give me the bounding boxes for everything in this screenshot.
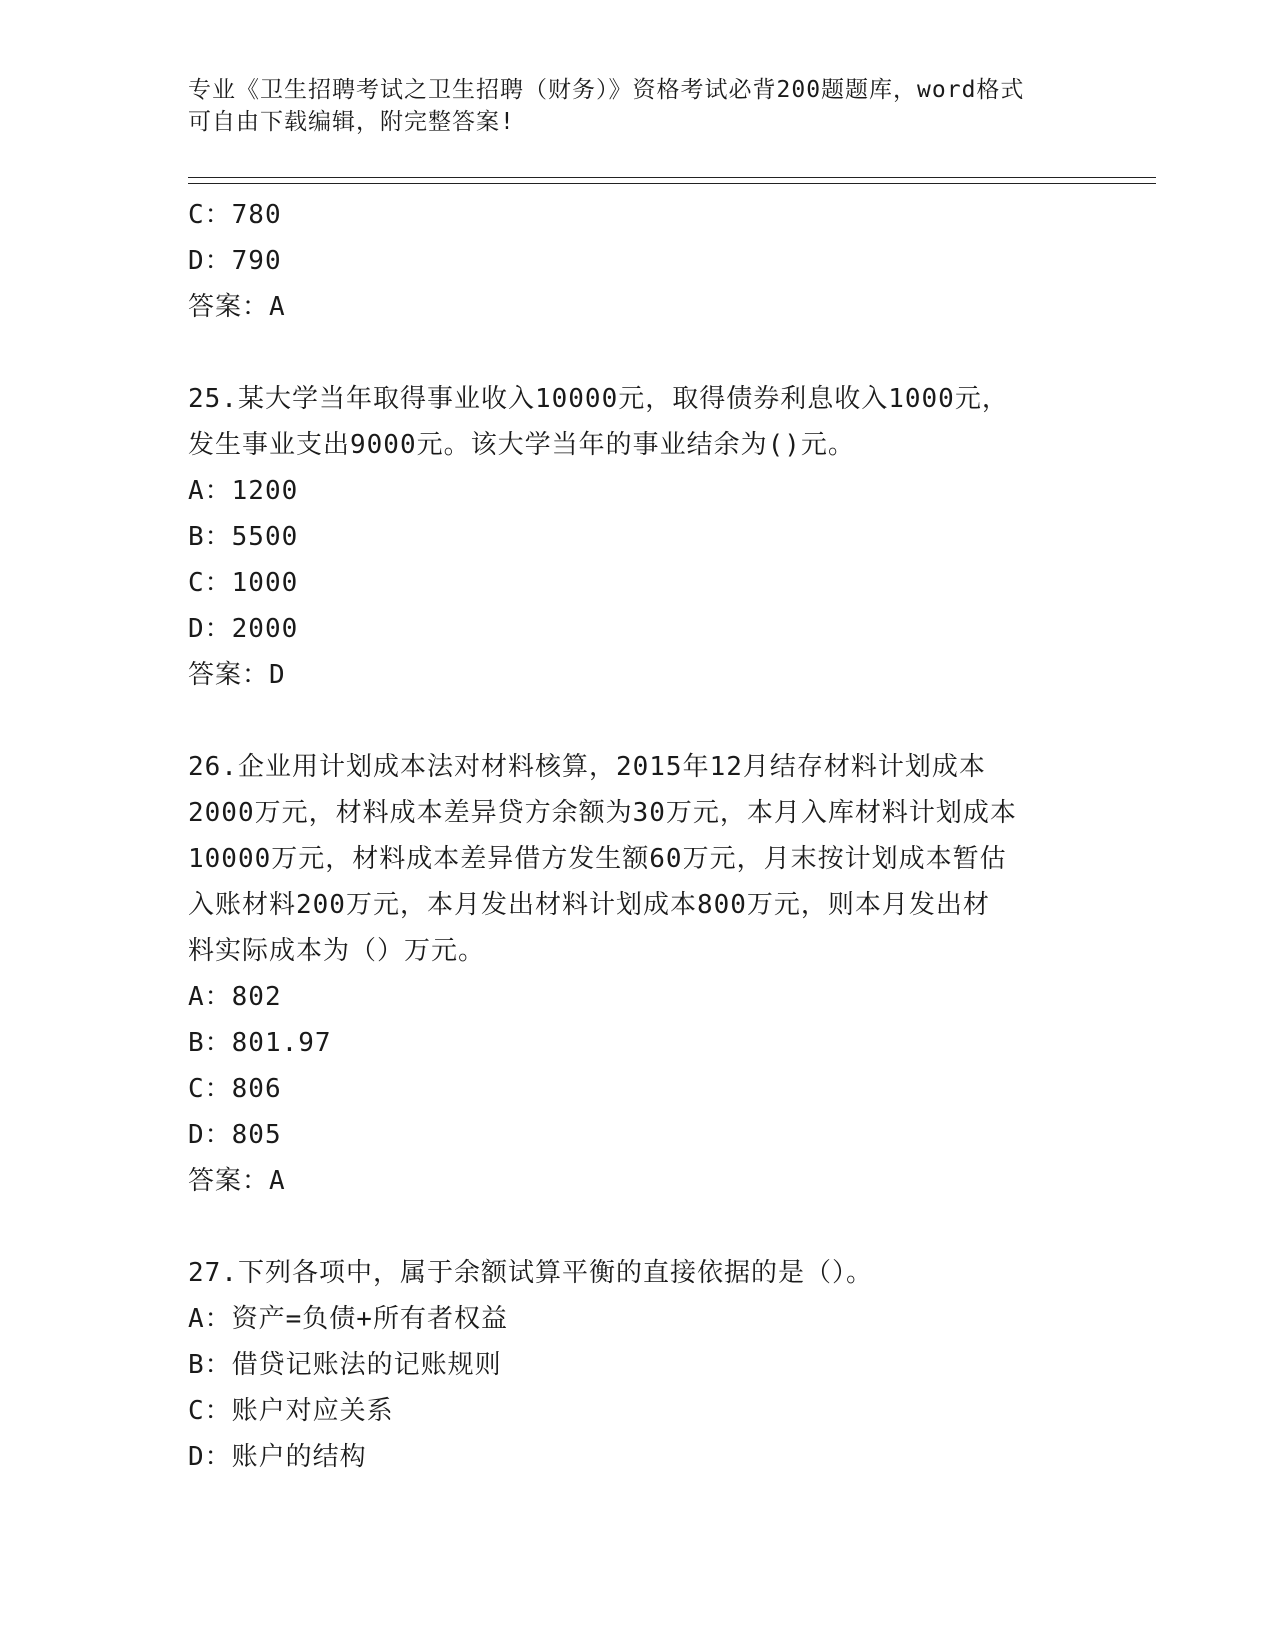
option-d: D：805 <box>188 1120 282 1150</box>
question-27 <box>188 1250 1088 1480</box>
spacer <box>188 698 1088 744</box>
header-title-line-1: 专业《卫生招聘考试之卫生招聘（财务）》资格考试必背200题题库，word格式 <box>188 77 1025 103</box>
option-c: C：账户对应关系 <box>188 1396 394 1426</box>
page-header <box>188 74 1088 138</box>
option-d: D：2000 <box>188 614 299 644</box>
question-text-line: 25.某大学当年取得事业收入10000元，取得债券利息收入1000元， <box>188 384 1009 414</box>
option-b: B：801.97 <box>188 1028 332 1058</box>
question-content <box>188 192 1088 1480</box>
header-title-line-2: 可自由下载编辑，附完整答案! <box>188 109 515 135</box>
option-a: A：1200 <box>188 476 299 506</box>
answer-label: 答案： <box>188 660 270 690</box>
answer-value: A <box>269 1166 286 1196</box>
option-c: C：780 <box>188 200 282 230</box>
spacer <box>188 1204 1088 1250</box>
question-24-tail <box>188 192 1088 330</box>
answer-line <box>188 284 1088 330</box>
question-25 <box>188 376 1088 698</box>
question-text-line: 27.下列各项中，属于余额试算平衡的直接依据的是（）。 <box>188 1258 873 1288</box>
option-a: A：资产=负债+所有者权益 <box>188 1304 508 1334</box>
question-text-line: 10000万元，材料成本差异借方发生额60万元，月末按计划成本暂估 <box>188 844 1007 874</box>
question-text-line: 料实际成本为（）万元。 <box>188 936 486 966</box>
spacer <box>188 330 1088 376</box>
option-a: A：802 <box>188 982 282 1012</box>
option-d: D：账户的结构 <box>188 1442 367 1472</box>
header-divider-bottom <box>188 183 1156 184</box>
answer-value: D <box>269 660 286 690</box>
option-b: B：5500 <box>188 522 299 552</box>
question-text-line: 发生事业支出9000元。该大学当年的事业结余为()元。 <box>188 430 855 460</box>
answer-label: 答案： <box>188 1166 270 1196</box>
answer-line <box>188 1158 1088 1204</box>
question-text-line: 26.企业用计划成本法对材料核算，2015年12月结存材料计划成本 <box>188 752 986 782</box>
answer-label: 答案： <box>188 292 270 322</box>
option-c: C：1000 <box>188 568 299 598</box>
option-c: C：806 <box>188 1074 282 1104</box>
question-text-line: 2000万元，材料成本差异贷方余额为30万元，本月入库材料计划成本 <box>188 798 1017 828</box>
answer-line <box>188 652 1088 698</box>
option-b: B：借贷记账法的记账规则 <box>188 1350 502 1380</box>
header-divider-top <box>188 177 1156 178</box>
answer-value: A <box>269 292 286 322</box>
option-d: D：790 <box>188 246 282 276</box>
question-26 <box>188 744 1088 1204</box>
question-text-line: 入账材料200万元，本月发出材料计划成本800万元，则本月发出材 <box>188 890 990 920</box>
